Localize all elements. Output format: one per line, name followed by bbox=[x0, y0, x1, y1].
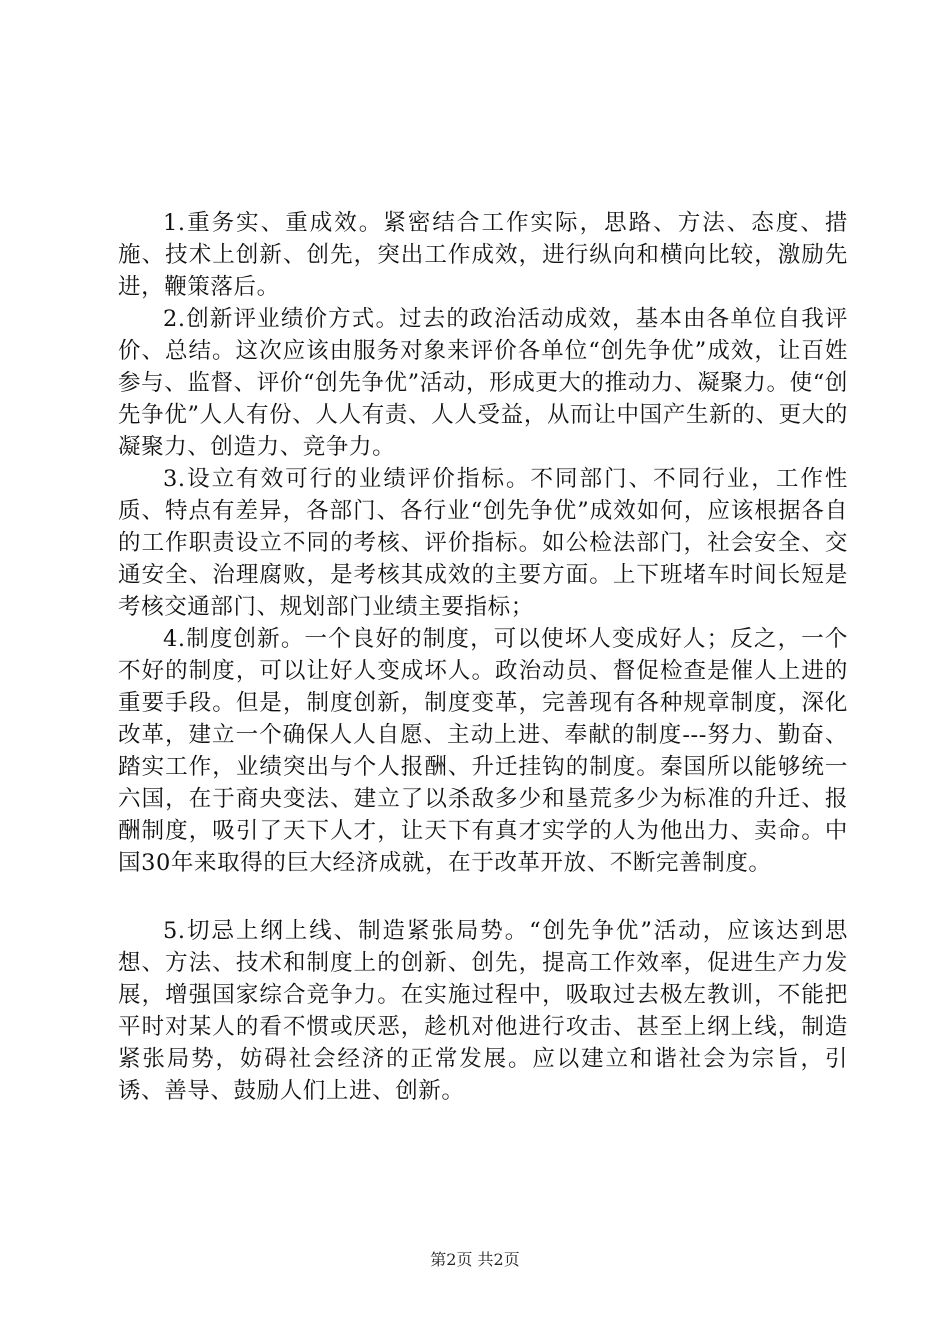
paragraph-5: 5.切忌上纲上线、制造紧张局势。“创先争优”活动，应该达到思想、方法、技术和制度上的创新、创先，提高工作效率，促进生产力发展，增强国家综合竞争力。在实施过程中，吸取过去极左教训，不能把平时对某人的看不惯或厌恶，趁机对他进行攻击、甚至上纲上线，制造紧张局势，妨碍社会经济的正常发展。应以建立和谐社会为宗旨，引诱、善导、鼓励人们上进、创新。 bbox=[118, 918, 848, 1104]
paragraph-1: 1.重务实、重成效。紧密结合工作实际，思路、方法、态度、措施、技术上创新、创先，突出工作成效，进行纵向和横向比较，激励先进，鞭策落后。 bbox=[118, 210, 848, 300]
page-footer: 第2页 共2页 bbox=[430, 1250, 520, 1269]
paragraph-gap bbox=[118, 879, 848, 915]
paragraph-3: 3.设立有效可行的业绩评价指标。不同部门、不同行业，工作性质、特点有差异，各部门、各行业“创先争优”成效如何，应该根据各自的工作职责设立不同的考核、评价指标。如公检法部门，社会安全、交通安全、治理腐败，是考核其成效的主要方面。上下班堵车时间长短是考核交通部门、规划部门业绩主要指标； bbox=[118, 466, 848, 620]
paragraph-2: 2.创新评业绩价方式。过去的政治活动成效，基本由各单位自我评价、总结。这次应该由服务对象来评价各单位“创先争优”成效，让百姓参与、监督、评价“创先争优”活动，形成更大的推动力、凝聚力。使“创先争优”人人有份、人人有责、人人受益，从而让中国产生新的、更大的凝聚力、创造力、竞争力。 bbox=[118, 306, 848, 460]
document-body bbox=[118, 207, 848, 1107]
paragraph-4: 4.制度创新。一个良好的制度，可以使坏人变成好人；反之，一个不好的制度，可以让好人变成坏人。政治动员、督促检查是催人上进的重要手段。但是，制度创新，制度变革，完善现有各种规章制度，深化改革，建立一个确保人人自愿、主动上进、奉献的制度---努力、勤奋、踏实工作，业绩突出与个人报酬、升迁挂钩的制度。秦国所以能够统一六国，在于商央变法、建立了以杀敌多少和垦荒多少为标准的升迁、报酬制度，吸引了天下人才，让天下有真才实学的人为他出力、卖命。中国30年来取得的巨大经济成就，在于改革开放、不断完善制度。 bbox=[118, 626, 848, 876]
